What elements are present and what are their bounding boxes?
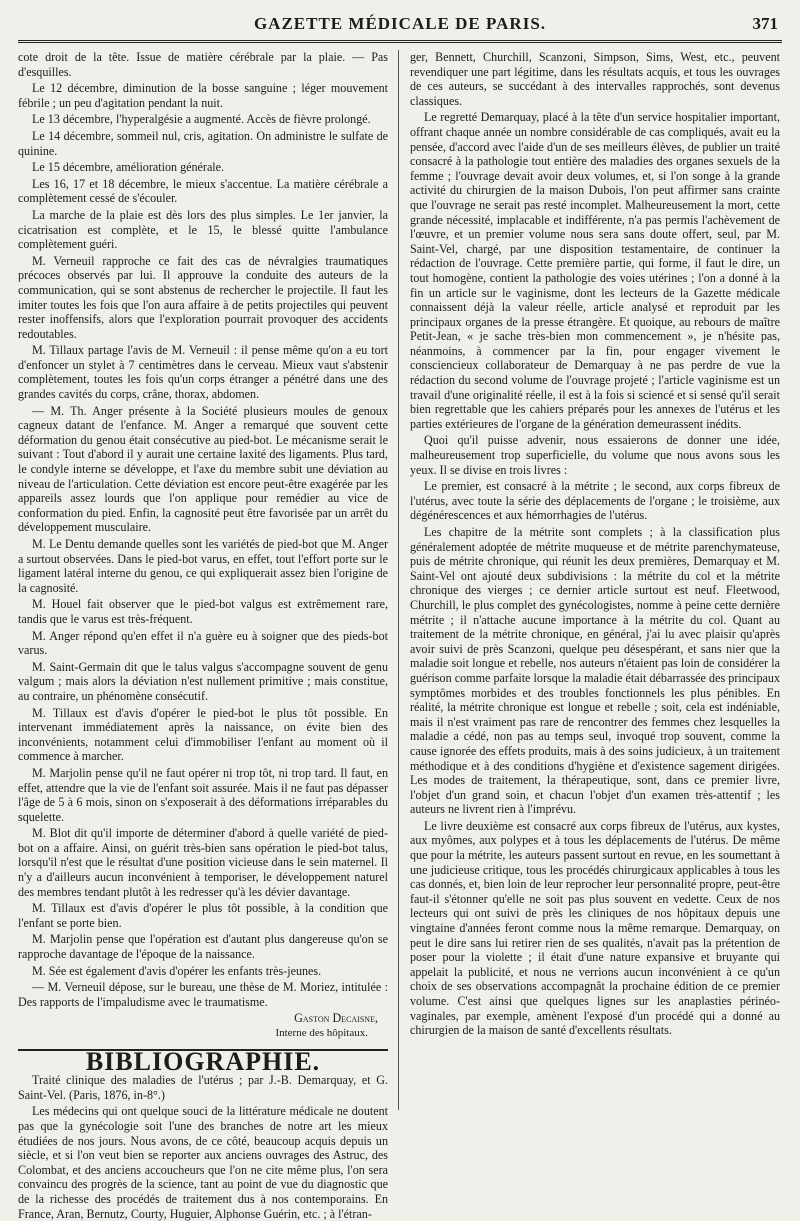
paragraph: ger, Bennett, Churchill, Scanzoni, Simpson, Sims, West, etc., peuvent revendiquer une part légitime, dans les résultats acquis, et tous les ouvrages de ces auteurs, se succédant à des intervalles rapprochés, sont devenus classiques. — [410, 50, 780, 108]
paragraph: M. Anger répond qu'en effet il n'a guère eu à soigner que des pieds-bot varus. — [18, 628, 388, 658]
paragraph: M. Tillaux partage l'avis de M. Verneuil : il pense même qu'on a eu tort d'enfoncer un stylet à 7 centimètres dans le cerveau. Mieux vaut s'abstenir complètement, toutes les fois qu'un corps étranger a pénétré dans une des grandes cavités du corps, crâne, thorax, abdomen. — [18, 343, 388, 402]
page-header — [18, 14, 782, 43]
paragraph: Le 13 décembre, l'hyperalgésie a augmenté. Accès de fièvre prolongé. — [32, 112, 371, 127]
paragraph: M. Le Dentu demande quelles sont les variétés de pied-bot que M. Anger a surtout observées. Dans le pied-bot varus, en effet, tout l'effort porte sur le ligament latéral interne du genou, ce qui expliquerait assez bien l'origine de la cagnosité. — [18, 537, 388, 595]
paragraph: Le 12 décembre, diminution de la bosse sanguine ; léger mouvement fébrile ; un peu d'agitation pendant la nuit. — [18, 81, 388, 110]
paragraph: M. Verneuil rapproche ce fait des cas de névralgies traumatiques précoces observés par lui. Il approuve la conduite des auteurs de la communication, qui se sont abstenus de rechercher le projectile. Il faut les imiter toutes les fois que l'on aura affaire à de petits projectiles qui peuvent rester inoffensifs, alors que l'exploration pourrait provoquer des accidents redoutables. — [18, 253, 388, 341]
bibliography-paragraph: Les médecins qui ont quelque souci de la littérature médicale ne doutent pas que la gynécologie soit l'une des branches de notre art les mieux étudiées de nos jours. Nous avons, de ce côté, beaucoup acquis depuis un siècle, et si l'on veut bien se reporter aux anciens ouvrages des Astruc, des Colombat, et des anciens accoucheurs que l'on ne cite même plus, l'on sera convaincu des progrès de la science, tant au point de vue du diagnostic que de la richesse des procédés de traitement dus à nos contemporains. En France, Aran, Bernutz, Courty, Huguier, Alphonse Guérin, etc. ; à l'étran- — [18, 1104, 388, 1221]
paragraph: M. Tillaux est d'avis d'opérer le pied-bot le plus tôt possible. En intervenant immédiatement après la naissance, on évite bien des inconvénients, notamment celui d'immobiliser l'enfant au moment où il commence à marcher. — [18, 705, 388, 764]
paragraph: — M. Verneuil dépose, sur le bureau, une thèse de M. Moriez, intitulée : Des rapports de l'impaludisme avec le traumatisme. — [18, 980, 388, 1009]
paragraph: M. Sée est également d'avis d'opérer les enfants très-jeunes. — [32, 963, 322, 978]
paragraph: Le 15 décembre, amélioration générale. — [32, 160, 225, 175]
paragraph: Le 14 décembre, sommeil nul, cris, agitation. On administre le sulfate de quinine. — [18, 128, 388, 158]
bibliography-paragraphs — [18, 1104, 388, 1221]
signature-name: Gaston Decaisne, — [294, 1011, 378, 1026]
paragraph: Le livre deuxième est consacré aux corps fibreux de l'utérus, aux kystes, aux myômes, aux polypes et à tous les déplacements de l'utérus. De même que pour la métrite, les auteurs passent surtout en revue, en les soumettant à une judicieuse critique, tous les procédés chirurgicaux applicables à tous les cas donnés, et, bien loin de leur reprocher leur personnalité propre, peut-être faut-il s'étonner qu'elle ne soit pas plus souvent en vedette. Ceux de nos lecteurs qui ont suivi de près les cliniques de nos hôpitaux depuis une vingtaine d'années feront comme nous la même remarque. Demarquay, on peut le dire sans lui retirer rien de ses qualités, n'avait pas la prétention de poser pour la violette ; il était d'une nature expansive et bruyante qui appelait la publicité, et nous ne verrions aucun inconvénient à ce qu'un choix de ses observations accompagnât la prochaine édition de ce premier volume. C'est ainsi que quelques lignes sur les anaplasties périnéo-vaginales, par exemple, amènent l'exposé d'un procédé qui a donné au chirurgien de la maison de santé d'excellents résultats. — [410, 818, 780, 1038]
paragraph: Le regretté Demarquay, placé à la tête d'un service hospitalier important, offrant chaque année un nombre considérable de cas compliqués, avait eu la pensée, d'accord avec l'aide d'un de ses meilleurs élèves, de publier un traité consacré à la pathologie tout entière des maladies des organes sexuels de la femme ; l'ouvrage devait avoir deux volumes, et, si l'on songe à la grande activité du chirurgien de la maison Dubois, l'on peut affirmer sans crainte que l'ouvrage ne serait pas resté incomplet. Malheureusement la mort, cette grande nécessité, implacable et indifférente, n'a pas permis l'achèvement de l'œuvre, et un premier volume nous sera sans doute offert, seul, par M. Saint-Vel, chargé, par une disposition testamentaire, de continuer la rédaction de l'ouvrage. Cette première partie, qui forme, il faut le dire, un tout homogène, contient la pathologie des voies utérines ; l'on a donné à la fin un article sur le vaginisme, dont les lecteurs de la Gazette médicale connaissent déjà la valeur réelle, article analysé et reproduit par les principaux organes de la presse étrangère. Et quoique, au rebours de maître Petit-Jean, « je sache très-bien mon commencement », je n'hésite pas, néanmoins, à commencer par la fin, pour engager vivement le consciencieux collaborateur de Demarquay à ne pas perdre de vue la rédaction du second volume de l'ouvrage projeté ; l'article vaginisme est un travail d'une originalité réelle, il est à la fois si sciencé et si sensé qu'il serait bien regrettable que les cahiers préparés pour les annexes de l'utérus et les parties extérieures de l'organe de la génération demeurassent inédits. — [410, 110, 780, 431]
paragraph: M. Marjolin pense qu'il ne faut opérer ni trop tôt, ni trop tard. Il faut, en effet, attendre que la vie de l'enfant soit assurée. Mais il ne faut pas dépasser l'âge de 5 à 6 mois, sinon on s'exposerait à des déformations irréparables du squelette. — [18, 765, 388, 824]
paragraph: M. Tillaux est d'avis d'opérer le plus tôt possible, à la condition que l'enfant se porte bien. — [18, 901, 388, 930]
left-column — [18, 50, 388, 1221]
bibliography-reference: Traité clinique des maladies de l'utérus ; par J.-B. Demarquay, et G. Saint-Vel. (Paris, 1876, in-8°.) — [18, 1073, 388, 1102]
paragraph: Quoi qu'il puisse advenir, nous essaierons de donner une idée, malheureusement trop superficielle, du volume que nous avons sous les yeux. Il se divise en trois livres : — [410, 433, 780, 477]
journal-title: GAZETTE MÉDICALE DE PARIS. — [253, 14, 547, 33]
paragraph: cote droit de la tête. Issue de matière cérébrale par la plaie. — Pas d'esquilles. — [18, 50, 388, 79]
paragraph: M. Blot dit qu'il importe de déterminer d'abord à quelle variété de pied-bot on a affaire. Ainsi, on guérit très-bien sans opération le pied-bot talus, lorsqu'il n'est que le résultat d'une position vicieuse dans le sein maternel. Il n'y a d'ailleurs aucun inconvénient à temporiser, le développement naturel des membres tendant plutôt à les redresser qu'à les dévier davantage. — [18, 826, 388, 899]
signature-role: Interne des hôpitaux. — [275, 1027, 368, 1039]
paragraph: Les 16, 17 et 18 décembre, le mieux s'accentue. La matière cérébrale a complètement cessé de s'écouler. — [18, 176, 388, 206]
column-divider — [398, 50, 399, 1110]
right-column — [410, 50, 780, 1110]
right-paragraphs — [410, 50, 780, 1038]
paragraph: M. Saint-Germain dit que le talus valgus s'accompagne souvent de genu valgum ; mais alors la déviation n'est nullement primitive ; mais constitue, au contraire, un phénomène consécutif. — [18, 659, 388, 703]
left-paragraphs — [18, 50, 388, 1009]
page-number: 371 — [752, 14, 778, 33]
paragraph: Le premier, est consacré à la métrite ; le second, aux corps fibreux de l'utérus, avec toute la série des déplacements de l'organe ; le troisième, aux dégénérescences et aux hémorrhagies de l'utérus. — [410, 479, 780, 523]
paragraph: M. Marjolin pense que l'opération est d'autant plus dangereuse qu'on se rapproche davantage de l'époque de la naissance. — [18, 932, 388, 962]
paragraph: La marche de la plaie est dès lors des plus simples. Le 1er janvier, la cicatrisation est complète, et le 15, le blessé quitte l'ambulance complètement guéri. — [18, 207, 388, 252]
paragraph: Les chapitre de la métrite sont complets ; à la classification plus généralement adoptée de métrite muqueuse et de métrite parenchymateuse, puis de métrite chronique, qui réunit les deux premières, Demarquay et M. Saint-Vel ont ajouté deux subdivisions : la métrite du col et la métrite chronique des vierges ; ce dernier article surtout est neuf. Fleetwood, Churchill, le plus complet des gynécologistes, nomme à peine cette dernière métrite ; il n'attache aucune importance à la métrite du col. Quant au traitement de la métrite chronique, en général, j'ai lu avec plaisir qu'après avoir suivi de près Scanzoni, quelque peu désespérant, et sans nier que la maladie soit longue et rebelle, nos auteurs n'étaient pas loin de considérer la guérison comme parfaite lorsque la maladie était débarrassée des principaux symptômes morbides et des troubles fonctionnels les plus pénibles. En réalité, la métrite chronique est longue et rebelle ; soit, cela est indéniable, mais il n'est vraiment pas rare de rencontrer des femmes chez lesquelles la maladie a cédé, non pas au temps seul, invoqué trop souvent, comme la cause ignorée des effets produits, mais à des soins judicieux, à un traitement méthodique et à des conditions d'hygiène et d'existence sagement dirigées. Les modes de traitement, la thérapeutique, sont, dans ce premier livre, l'objet d'un grand soin, et chacun l'objet d'un examen très-attentif ; les auteurs ne livrent rien à l'imprévu. — [410, 525, 780, 817]
bibliography-heading: BIBLIOGRAPHIE. — [18, 1049, 388, 1070]
paragraph: M. Houel fait observer que le pied-bot valgus est extrêmement rare, tandis que le varus est très-fréquent. — [18, 597, 388, 626]
paragraph: — M. Th. Anger présente à la Société plusieurs moules de genoux cagneux datant de l'enfance. M. Anger a remarqué que souvent cette déformation du genou était consécutive au pied-bot. Le mécanisme serait le suivant : Tout d'abord il y aurait une certaine laxité des ligaments. Plus tard, le condyle interne se développe, et l'axe du membre subit une déviation au niveau de l'articulation. Cette déviation est encore peut-être exagérée par les appareils assez lourds que l'on applique pour remédier au vice de conformation du pied. Enfin, la cagnosité peut être favorisée par un arrêt du développement musculaire. — [18, 403, 388, 535]
